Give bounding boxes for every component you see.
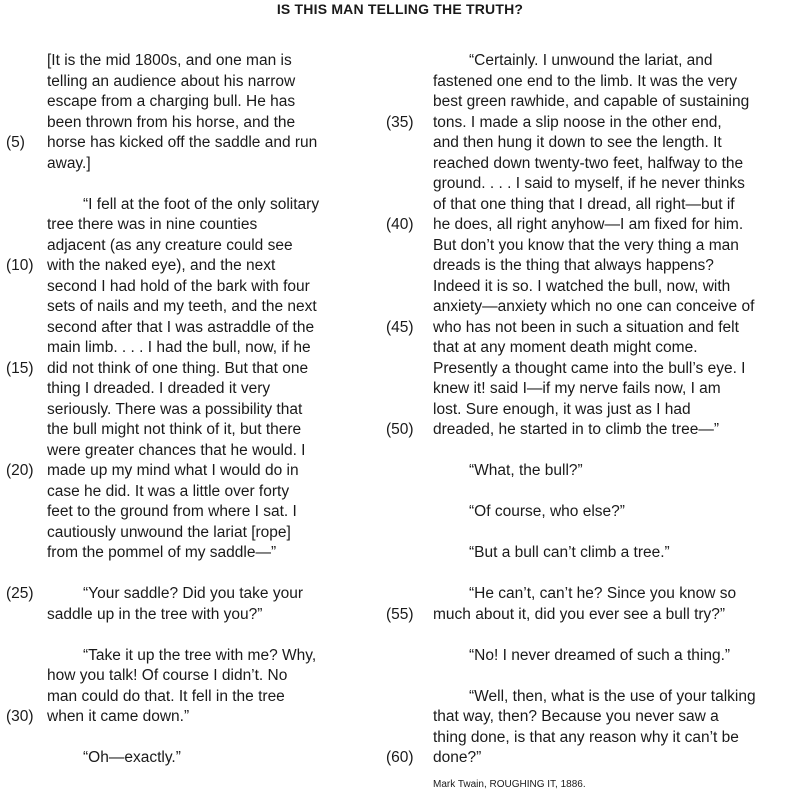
passage-line: cautiously unwound the lariat [rope] bbox=[47, 523, 291, 541]
line-number: (45) bbox=[386, 318, 414, 336]
line-number: (15) bbox=[6, 359, 34, 377]
passage-line: feet to the ground from where I sat. I bbox=[47, 503, 297, 520]
passage-line: thing done, is that any reason why it can’t be bbox=[433, 728, 739, 746]
paragraph-gap bbox=[433, 625, 800, 646]
passage-line: been thrown from his horse, and the bbox=[47, 113, 296, 131]
passage-line: “Certainly. I unwound the lariat, and bbox=[469, 52, 713, 69]
passage-line: he does, all right anyhow—I am fixed for him. bbox=[433, 216, 744, 233]
passage-line: “Of course, who else?” bbox=[469, 503, 625, 520]
passage-line: “Your saddle? Did you take your bbox=[83, 585, 304, 602]
passage-line: ground. . . . I said to myself, if he never thinks bbox=[433, 175, 745, 192]
passage-line: sets of nails and my teeth, and the next bbox=[47, 298, 317, 315]
paragraph-gap bbox=[433, 523, 800, 544]
passage-line: tree there was in nine counties bbox=[47, 216, 258, 233]
passage-line: the bull might not think of it, but there bbox=[47, 421, 302, 438]
passage-line: main limb. . . . I had the bull, now, if he bbox=[47, 339, 311, 356]
line-number: (50) bbox=[386, 421, 414, 438]
passage-line: did not think of one thing. But that one bbox=[47, 359, 309, 377]
line-number: (60) bbox=[386, 749, 414, 766]
paragraph-gap bbox=[433, 666, 800, 687]
passage-line: “I fell at the foot of the only solitary bbox=[83, 195, 320, 213]
passage-line: “Take it up the tree with me? Why, bbox=[83, 646, 317, 664]
passage-line: second after that I was astraddle of the bbox=[47, 318, 315, 336]
paragraph-gap bbox=[47, 174, 377, 195]
page-title: IS THIS MAN TELLING THE TRUTH? bbox=[276, 1, 524, 17]
passage-line: best green rawhide, and capable of sustaining bbox=[433, 93, 750, 110]
passage-line: were greater chances that he would. I bbox=[47, 441, 306, 459]
passage-line: “But a bull can’t climb a tree.” bbox=[469, 544, 670, 561]
passage-line: case he did. It was a little over forty bbox=[47, 482, 290, 500]
passage-line: escape from a charging bull. He has bbox=[47, 93, 296, 110]
line-number: (40) bbox=[386, 216, 414, 233]
passage-line: second I had hold of the bark with four bbox=[47, 277, 310, 295]
passage-line: telling an audience about his narrow bbox=[47, 72, 296, 90]
passage-line: tons. I made a slip noose in the other end, bbox=[433, 113, 722, 131]
passage-line: anxiety—anxiety which no one can conceive of bbox=[433, 298, 755, 315]
passage-line: and then hung it down to see the length. It bbox=[433, 134, 722, 151]
passage-line: adjacent (as any creature could see bbox=[47, 236, 293, 254]
passage-line: dreaded, he started in to climb the tree—” bbox=[433, 421, 720, 438]
passage-line: when it came down.” bbox=[47, 708, 190, 725]
passage-line: done?” bbox=[433, 749, 482, 766]
passage-line: that way, then? Because you never saw a bbox=[433, 708, 719, 725]
passage-line: Indeed it is so. I watched the bull, now, with bbox=[433, 277, 731, 295]
paragraph-gap bbox=[47, 728, 377, 749]
passage-line: from the pommel of my saddle—” bbox=[47, 544, 277, 561]
passage-line: horse has kicked off the saddle and run bbox=[47, 134, 318, 151]
passage-line: who has not been in such a situation and felt bbox=[433, 318, 739, 336]
line-number: (25) bbox=[6, 585, 34, 602]
passage-line: reached down twenty-two feet, halfway to the bbox=[433, 154, 744, 172]
passage-line: lost. Sure enough, it was just as I had bbox=[433, 400, 691, 418]
paragraph-gap bbox=[433, 441, 800, 462]
passage-line: dreads is the thing that always happens? bbox=[433, 257, 714, 274]
paragraph-gap bbox=[433, 564, 800, 585]
passage-line: with the naked eye), and the next bbox=[47, 257, 276, 274]
passage-line: “Well, then, what is the use of your talking bbox=[469, 687, 756, 705]
passage-column-right bbox=[433, 51, 800, 769]
passage-line: made up my mind what I would do in bbox=[47, 462, 299, 479]
passage-line: man could do that. It fell in the tree bbox=[47, 687, 285, 705]
passage-line: fastened one end to the limb. It was the very bbox=[433, 72, 738, 90]
passage-line: “No! I never dreamed of such a thing.” bbox=[469, 646, 731, 664]
passage-line: how you talk! Of course I didn’t. No bbox=[47, 667, 288, 684]
passage-line: much about it, did you ever see a bull try?” bbox=[433, 605, 726, 623]
paragraph-gap bbox=[47, 564, 377, 585]
passage-line: away.] bbox=[47, 154, 91, 172]
passage-line: “Oh—exactly.” bbox=[83, 749, 181, 766]
passage-line: of that one thing that I dread, all right—but if bbox=[433, 195, 735, 213]
passage-line: that at any moment death might come. bbox=[433, 339, 698, 356]
passage-line: “He can’t, can’t he? Since you know so bbox=[469, 585, 737, 602]
line-number: (20) bbox=[6, 462, 34, 479]
passage-line: knew it! said I—if my nerve fails now, I am bbox=[433, 380, 721, 397]
passage-line: thing I dreaded. I dreaded it very bbox=[47, 380, 271, 397]
passage-line: Presently a thought came into the bull’s eye. I bbox=[433, 359, 746, 377]
passage-line: [It is the mid 1800s, and one man is bbox=[47, 52, 292, 69]
passage-line: But don’t you know that the very thing a man bbox=[433, 236, 739, 254]
paragraph-gap bbox=[433, 482, 800, 503]
line-number: (5) bbox=[6, 134, 25, 151]
passage-line: seriously. There was a possibility that bbox=[47, 400, 303, 418]
source-credit: Mark Twain, ROUGHING IT, 1886. bbox=[433, 779, 586, 790]
passage-line: saddle up in the tree with you?” bbox=[47, 605, 263, 623]
passage-line: “What, the bull?” bbox=[469, 462, 583, 479]
passage-column-left bbox=[47, 51, 377, 769]
line-number: (55) bbox=[386, 605, 414, 623]
paragraph-gap bbox=[47, 625, 377, 646]
line-number: (10) bbox=[6, 257, 34, 274]
line-number: (30) bbox=[6, 708, 34, 725]
line-number: (35) bbox=[386, 113, 414, 131]
